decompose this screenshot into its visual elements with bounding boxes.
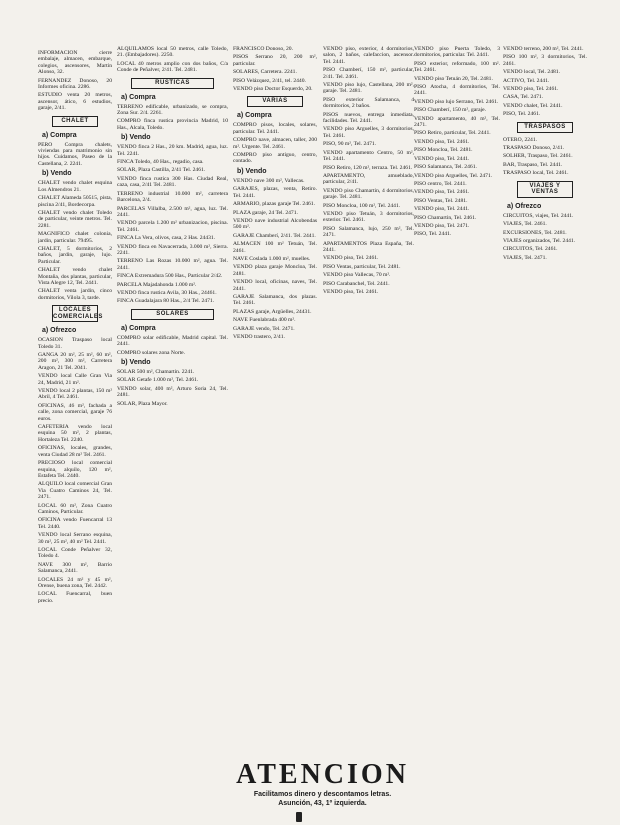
classified-ad: PISO Chamartin, Tel. 2461. [414, 214, 477, 221]
section-head-varias: VARIAS [247, 96, 303, 107]
classified-ad: PISO Chamberí, 150 m², particular, 2/41. Tel. 2461. [323, 67, 414, 80]
classified-ad: VENDO piso, exterior, 4 dormitorios, salon, 2 baños, calefaccion, ascensor. Tel. 2441. [323, 46, 414, 65]
ads-venta [38, 180, 112, 301]
ads-traspasos [503, 137, 587, 177]
subsection-compra: a) Compra [42, 131, 77, 139]
classified-ad: PARCELA Majadahonda 1.000 m². [117, 281, 197, 288]
classified-ad: VENDO piso, Tel. 2461. [323, 289, 379, 295]
classified-ad: PISOS Serrano 20, 200 m², particular. [233, 54, 317, 67]
classified-ad: SOLAR Getafe 1.000 m², Tel. 2461. [117, 377, 199, 384]
classified-ad: ALQUILO local comercial Gran Via Cuatro Caminos 24, Tel. 2471. [38, 481, 112, 501]
classified-ad: VENDO nave 300 m², Vallecas. [233, 177, 305, 184]
classified-ad: COMPRO nave, almacen, taller, 200 m². Urgente. Tel. 2461. [233, 137, 317, 150]
classified-ad: LOCAL 40 metros amplio con dos baños, C/a Conde de Peñalver, 2/41. Tel. 2481. [117, 60, 228, 74]
classified-ad: CHALET vendo chalet Montaña, dos plantas, particular, Vista Alegre 12, Tel. 2441. [38, 267, 112, 286]
ads-viajes [503, 213, 587, 261]
classified-ad: VENDO plaza garaje Moncloa, Tel. 2481. [233, 264, 317, 277]
classified-ad: PISO exterior Salamanca, 4 dormitorios, 2 baños. [323, 96, 414, 110]
classified-ad: CHALET vendo chalet esquina Los Almendros 21. [38, 180, 112, 193]
classified-ad: CIRCUITOS, viajes, Tel. 2441. [503, 212, 574, 219]
classified-ad: LOCAL Fuencarral, buen precio. [38, 591, 112, 604]
classified-ad: CHALET, 5 dormitorios, 2 baños, jardin, garaje, lujo. Particular. [38, 245, 112, 265]
classified-ad: VENDO piso Arguelles, Tel. 2471. [414, 172, 493, 179]
ads-top [414, 46, 500, 238]
classified-ad: PLAZA garaje, 24 Tel. 2471. [233, 209, 298, 216]
classified-ad: VENDO piso lujo, Castellana, 200 m², garaje. Tel. 2481. [323, 82, 414, 95]
classified-ad: OFICINA vendo Fuencarral 13 Tel. 2440. [38, 517, 112, 530]
classified-ad: GARAJES, plazas, venta, Retiro. Tel. 2441. [233, 186, 317, 199]
classified-ad: OTERO, 2241. [503, 136, 538, 143]
classified-ad: VENDO piso Vallecas, 70 m². [323, 272, 391, 279]
section-head-viajes: VIAJES Y VENTAS [517, 181, 573, 198]
classified-ad: SOLAR, Plaza Mayor. [117, 400, 168, 407]
classified-ad: PISO 100 m², 3 dormitorios, Tel. 2461. [503, 54, 587, 67]
classified-ad: VENDO local, Tel. 2481. [503, 69, 560, 76]
classified-ad: BAR, Traspaso, Tel. 2441. [503, 161, 563, 168]
promo-text [230, 790, 415, 808]
classified-ad: OCASION Traspaso local Toledo 31. [38, 337, 112, 350]
classified-ad: SOLHER, Traspaso, Tel. 2461. [503, 153, 573, 160]
classified-ad: COMPRO solares zona Norte. [117, 349, 186, 356]
classified-ad: GANGA 20 m², 25 m², 60 m², 200 m², 300 m², Carretera Aragon, 21 Tel. 2041. [38, 352, 112, 371]
classified-ad: FINCA Guadalajara 80 Has., 2/4 Tel. 2471. [117, 298, 215, 305]
classified-ad: VENDO piso, Tel. 2461. [503, 86, 559, 93]
classified-ad: VENDO finca en Navacerrada, 3.000 m², Sierra. 2241. [117, 243, 228, 256]
classified-ad: LOCALES 24 m² y 45 m², Orense, buena zona, Tel. 2442. [38, 576, 112, 589]
promo-advertisement [230, 760, 415, 810]
classified-ad: VIAJES, Tel. 2471. [503, 254, 547, 261]
classified-ad: VENDO apartamento Centro, 50 m², Tel. 2441. [323, 149, 414, 163]
ads-top [323, 46, 414, 295]
classified-ad: VENDO piso, Tel. 2461. [414, 138, 470, 145]
classified-ad: CASA, Tel. 2471. [503, 94, 544, 101]
subsection-compra: a) Compra [237, 112, 272, 120]
column-2 [117, 46, 228, 811]
classified-ad: PISO Retiro, particular, Tel. 2441. [414, 130, 491, 137]
classified-ad: VENDO piso, Tel. 2441. [414, 155, 470, 162]
classified-ad: VENDO piso Doctor Esquerdo, 20. [233, 86, 313, 93]
classified-ad: VENDO piso Arguelles, 3 dormitorios, Tel. 2461. [323, 126, 414, 139]
classified-ad: VENDO apartamento, 40 m², Tel. 2471. [414, 115, 500, 129]
classified-ad: ACTIVO, Tel. 2441. [503, 77, 550, 84]
section-head-locales: LOCALES COMERCIALES [52, 305, 98, 322]
ads-venta [117, 144, 228, 305]
subsection-venta: b) Vendo [237, 167, 267, 175]
classified-ad: VENDO chalet, Tel. 2441. [503, 102, 563, 109]
column-3 [233, 46, 317, 811]
subsection-compra: a) Compra [121, 93, 156, 101]
classified-ad: ALQUILAMOS local 50 metros, calle Toledo, 21. (Embajadores). 2250. [117, 46, 228, 59]
classified-ad: VENDO parcela 1.200 m² urbanizacion, piscina. Tel. 2461. [117, 220, 228, 233]
column-1 [38, 50, 112, 811]
ads-top [233, 46, 317, 92]
classified-ad: EXCURSIONES, Tel. 2481. [503, 229, 567, 236]
classified-ad: ARMARIO, plazas garaje Tel. 2461. [233, 201, 315, 208]
ads-top [117, 46, 228, 74]
classified-ad: VENDO local 2 plantas, 150 m² Abril, 4 Tel. 2461. [38, 388, 112, 401]
classified-ad: VIAJES, Tel. 2461. [503, 221, 547, 228]
classified-ad: VENDO nave industrial Alcobendas 500 m². [233, 217, 317, 231]
classified-ad: COMPRO pisos, locales, solares, particular. Tel. 2441. [233, 122, 317, 135]
classified-ad: TERRENO Las Rozas 10.000 m², agua. Tel. 2441. [117, 258, 228, 271]
classified-ad: VENDO trastero, 2/41. [233, 334, 285, 340]
classified-ad: PISO Retiro, 120 m², terraza. Tel. 2461. [323, 164, 413, 171]
classified-ad: MAGNIFICO chalet colonia, jardin, particular. 79495. [38, 231, 112, 244]
classified-ad: SOLARES, Carretera. 2241. [233, 69, 297, 76]
ads-venta [233, 178, 317, 341]
classified-ad: PISO Salamanca, Tel. 2461. [414, 164, 477, 171]
classified-ad: VENDO piso, Tel. 2461. [414, 189, 470, 196]
subsection-compra-2: a) Compra [121, 324, 156, 332]
classified-ad: VENDO solar, 400 m², Arturo Soria 24, Tel. 2481. [117, 385, 228, 399]
classified-ad: NAVE Fuenlabrada 400 m². [233, 317, 296, 324]
classified-ad: GARAJE Salamanca, dos plazas. Tel. 2461. [233, 293, 317, 307]
classified-ad: OFICINAS, locales, grandes, venta Ciudad 28 m² Tel. 2461. [38, 445, 112, 458]
classified-ad: INFORMACION cierre embalaje, almacen, embarque, colegios, ascensores, Martin Alonso, 32. [38, 50, 112, 76]
classified-ad: PISO Salamanca, lujo, 250 m², Tel. 2471. [323, 225, 414, 239]
section-head-chalets: CHALET [52, 116, 98, 127]
classified-ad: FERNANDEZ Donoso, 20 Informes oficina. 2286. [38, 77, 112, 91]
promo-line-1: Facilitamos dinero y descontamos letras. [253, 791, 392, 798]
ads-compra-2 [117, 335, 228, 356]
subsection-venta-2: b) Vendo [121, 359, 151, 366]
classified-ad: VENDO local, oficinas, naves, Tel. 2441. [233, 279, 317, 292]
classified-ad: VENDO finca 2 Has., 20 km. Madrid, agua, luz. Tel. 2241. [117, 144, 228, 157]
classified-ad: PISOS nuevos, entrega inmediata, facilidades. Tel. 2441. [323, 111, 414, 125]
subsection-ofrezco: a) Ofrezco [42, 327, 77, 335]
classified-ad: PLAZAS garaje, Argüelles, 24431. [233, 308, 312, 315]
classified-ad: ESTUDIO venta 20 metros, ascensor, ático, 6 estudios, garaje, 2/41. [38, 92, 112, 112]
classified-ad: FINCA Toledo, 40 Has., regadio, casa. [117, 159, 204, 166]
classified-ad: VIAJES organizados, Tel. 2441. [503, 237, 576, 244]
classified-ad: PISO Atocha, 4 dormitorios, Tel. 2441. [414, 84, 500, 97]
ads-compra [117, 104, 228, 132]
classified-ad: VENDO piso, Tel. 2441. [414, 206, 470, 213]
section-head-rusticas: RUSTICAS [131, 78, 214, 89]
classified-ad: VENDO terreno, 200 m², Tel. 2441. [503, 46, 584, 52]
column-5 [414, 46, 500, 811]
classified-ad: NAVE 300 m², Barrio Salamanca, 2441. [38, 561, 112, 575]
classified-ad: PISO centro, Tel. 2441. [414, 180, 467, 187]
ads-top [38, 50, 112, 112]
classified-ad: PISO Chamberí, 150 m², garaje. [414, 107, 487, 114]
classified-ad: TERRENO industrial 10.000 m², carretera Barcelona, 2/4. [117, 190, 228, 204]
promo-title: ATENCION [236, 759, 409, 790]
classified-ad: PISO Carabanchel, Tel. 2441. [323, 280, 390, 287]
ads-ofrezco [38, 337, 112, 604]
classified-ad: VENDO finca rustica 300 Has. Ciudad Real, caza, casa, 2/41 Tel. 2481. [117, 175, 228, 189]
classified-ad: CIRCUITOS, Tel. 2461. [503, 246, 558, 253]
classified-ad: TRASPASO Donoso, 2/41. [503, 145, 565, 152]
classified-ad: PISO exterior, reformado, 100 m². Tel. 2461. [414, 60, 500, 74]
classified-ad: VENDO finca rustica Avila, 30 Has., 24461. [117, 289, 217, 296]
classified-ad: COMPRO solar edificable, Madrid capital. Tel. 2441. [117, 334, 228, 348]
classified-ad: CHALET vendo chalet Toledo de particular, veinte metros. Tel. 2281. [38, 209, 112, 229]
column-6 [503, 46, 587, 811]
column-4 [323, 46, 414, 750]
ads-compra [233, 122, 317, 164]
classified-ad: VENDO piso Chamartin, 4 dormitorios, garaje. Tel. 2481. [323, 187, 414, 201]
subsection-venta: b) Vendo [42, 170, 72, 178]
classified-ad: TRASPASO local, Tel. 2461. [503, 170, 569, 177]
classified-ad: VENDO local Calle Gran Via 24, Madrid, 21 m². [38, 373, 112, 386]
classified-ad: SOLAR 500 m², Chamartin. 2241. [117, 369, 195, 375]
classified-ad: GARAJE vendo, Tel. 2471. [233, 325, 295, 332]
page-fold-mark [296, 812, 302, 822]
classified-ad: PRECIOSO local comercial esquina, alquilo, 120 m², Estafeta Tel. 2440. [38, 460, 112, 479]
classified-ad: CHALET venta jardin, cinco dormitorios, Vilola 3, tarde. [38, 288, 112, 301]
classified-ad: FRANCISCO Donoso, 20. [233, 46, 293, 52]
classified-ad: CAFETERIA vendo local esquina 50 m², 2 plantas, Hortaleza Tel. 2240. [38, 424, 112, 443]
classified-ad: VENDO piso Tetuán, 3 dormitorios, exterior. Tel. 2461. [323, 210, 414, 224]
classified-ad: VENDO local Serrano esquina, 30 m², 25 m², 40 m² Tel. 2441. [38, 532, 112, 545]
classified-ad: GARAJE Chamberí, 2/41. Tel. 2441. [233, 232, 316, 239]
classified-ad: PISO Moncloa, Tel. 2481. [414, 147, 473, 154]
section-head-solares: SOLARES [131, 309, 214, 320]
subsection-venta: b) Vendo [121, 134, 151, 142]
classified-ad: VENDO piso Tetuán 20, Tel. 2481. [414, 75, 493, 82]
classified-ad: VENDO piso lujo Serrano, Tel. 2461. [414, 98, 499, 105]
ads-compra [38, 142, 112, 168]
classified-ad: PARCELAS Villalba, 2.500 m², agua, luz. Tel. 2441. [117, 205, 228, 218]
classified-ad: PISO Moncloa, 100 m², Tel. 2441. [323, 202, 401, 209]
classified-ad: FINCA Extremadura 500 Has., Particular 2/42. [117, 273, 223, 280]
promo-line-2: Asunción, 43, 1º izquierda. [278, 800, 367, 807]
classified-ad: NAVE Coslada 1.000 m², muelles. [233, 255, 311, 262]
classified-ad: PERO Compra chalets, viviendas para matrimonio sin hijos. Cuidamos, Paseo de la Castellana, 2. 2241. [38, 141, 112, 167]
classified-ad: VENDO piso, Tel. 2471. [414, 222, 470, 229]
classified-ad: COMPRO finca rustica provincia Madrid, 10 Has., Alcala, Toledo. [117, 118, 228, 131]
classified-ad: PISO, Tel. 2441. [414, 231, 452, 238]
subsection-ofrezco: a) Ofrezco [507, 202, 542, 210]
classified-ad: PISO, Tel. 2461. [503, 111, 541, 118]
classified-ad: LOCAL Conde Peñalver 32, Toledo 4. [38, 546, 112, 560]
classified-ad: TERRENO edificable, urbanizado, se compra, Zona Sur. 2/4. 2261. [117, 103, 228, 117]
ads-top [503, 46, 587, 118]
classified-ad: OFICINAS, 46 m², fachada a calle, zona comercial, garaje 76 euros. [38, 402, 112, 422]
classified-ad: PISO, 90 m², Tel. 2471. [323, 141, 377, 148]
classified-ad: SOLAR, Plaza Castilla, 2/41 Tel. 2461. [117, 167, 206, 174]
classified-ad: CHALET Alameda 50515, pista, piscina 2/41, Bordecorpa. [38, 195, 112, 208]
classified-ad: PISO Velázquez, 2/41, tel. 2440. [233, 77, 306, 84]
classified-ad: PISO Ventas, particular, Tel. 2481. [323, 263, 401, 270]
classified-ad: APARTAMENTO, amueblado, particular, 2/41. [323, 172, 414, 186]
classified-ad: FINCA La Vera, olivos, casa, 2 Has. 24431. [117, 235, 216, 242]
classified-ad: VENDO piso, Tel. 2461. [323, 255, 379, 262]
classified-ad: VENDO piso Puerta Toledo, 3 dormitorios, particular. Tel. 2441. [414, 46, 500, 59]
section-head-traspasos: TRASPASOS [517, 122, 573, 133]
classified-ad: PISO Ventas, Tel. 2481. [414, 197, 468, 204]
classified-ad: COMPRO piso antiguo, centro, contado. [233, 152, 317, 165]
classified-ad: LOCAL 60 m², Zona Cuatro Caminos, Particular. [38, 502, 112, 515]
ads-venta-2 [117, 369, 228, 407]
classified-ad: APARTAMENTOS Plaza España, Tel. 2441. [323, 240, 414, 253]
classified-ad: ALMACEN 100 m² Tetuán, Tel. 2461. [233, 241, 317, 254]
